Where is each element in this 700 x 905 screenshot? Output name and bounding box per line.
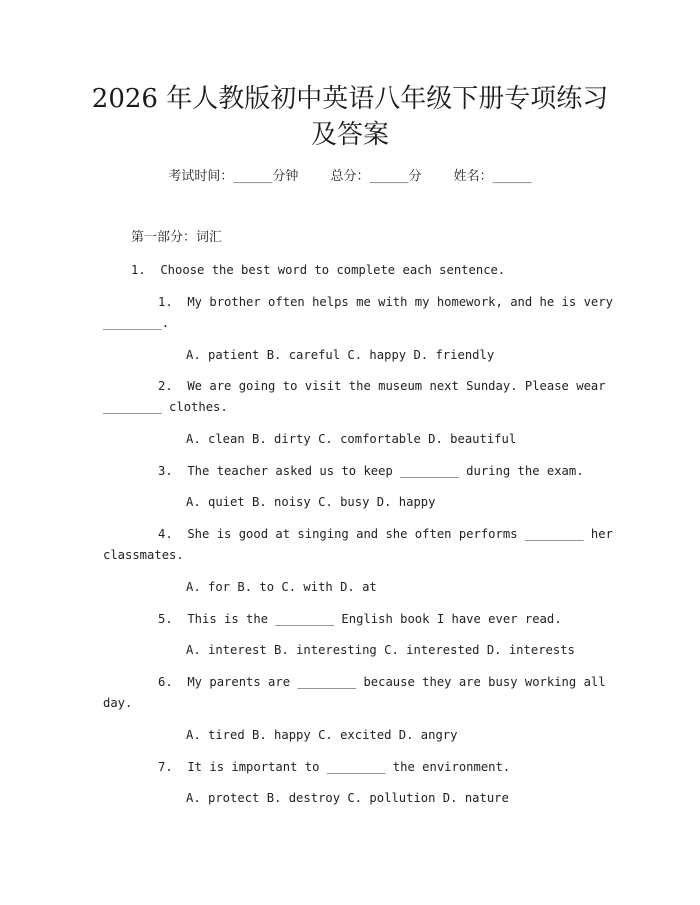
document-title-line-1: 2026 年人教版初中英语八年级下册专项练习 [91, 84, 609, 114]
question-7-options: A. protect B. destroy C. pollution D. nature [186, 791, 509, 805]
exam-time-field: 考试时间：______分钟 [168, 169, 299, 184]
question-6-stem-cont: day. [103, 696, 133, 710]
question-2-stem: 2. We are going to visit the museum next Sunday. Please wear [158, 379, 606, 393]
question-3-options: A. quiet B. noisy C. busy D. happy [186, 495, 436, 509]
question-2-options: A. clean B. dirty C. comfortable D. beautiful [186, 432, 517, 446]
exam-info-bar [0, 168, 700, 186]
instruction-text: 1. Choose the best word to complete each sentence. [131, 263, 506, 277]
section-title: 第一部分：词汇 [131, 230, 223, 245]
question-4-stem: 4. She is good at singing and she often performs ________ her [158, 527, 613, 541]
question-1-stem-cont: ________. [103, 316, 170, 330]
question-4-stem-cont: classmates. [103, 548, 184, 562]
question-5-stem: 5. This is the ________ English book I have ever read. [158, 612, 562, 626]
question-1-stem: 1. My brother often helps me with my homework, and he is very [158, 295, 613, 309]
student-name-field: 姓名：______ [453, 169, 532, 184]
question-1-options: A. patient B. careful C. happy D. friendly [186, 348, 495, 362]
question-5-options: A. interest B. interesting C. interested D. interests [186, 643, 575, 657]
question-2-stem-cont: ________ clothes. [103, 400, 228, 414]
document-title-line-2: 及答案 [310, 120, 389, 150]
question-6-stem: 6. My parents are ________ because they are busy working all [158, 675, 606, 689]
question-3-stem: 3. The teacher asked us to keep ________ during the exam. [158, 464, 584, 478]
question-7-stem: 7. It is important to ________ the environment. [158, 760, 511, 774]
question-4-options: A. for B. to C. with D. at [186, 580, 377, 594]
question-6-options: A. tired B. happy C. excited D. angry [186, 728, 458, 742]
total-score-field: 总分：______分 [330, 169, 422, 184]
